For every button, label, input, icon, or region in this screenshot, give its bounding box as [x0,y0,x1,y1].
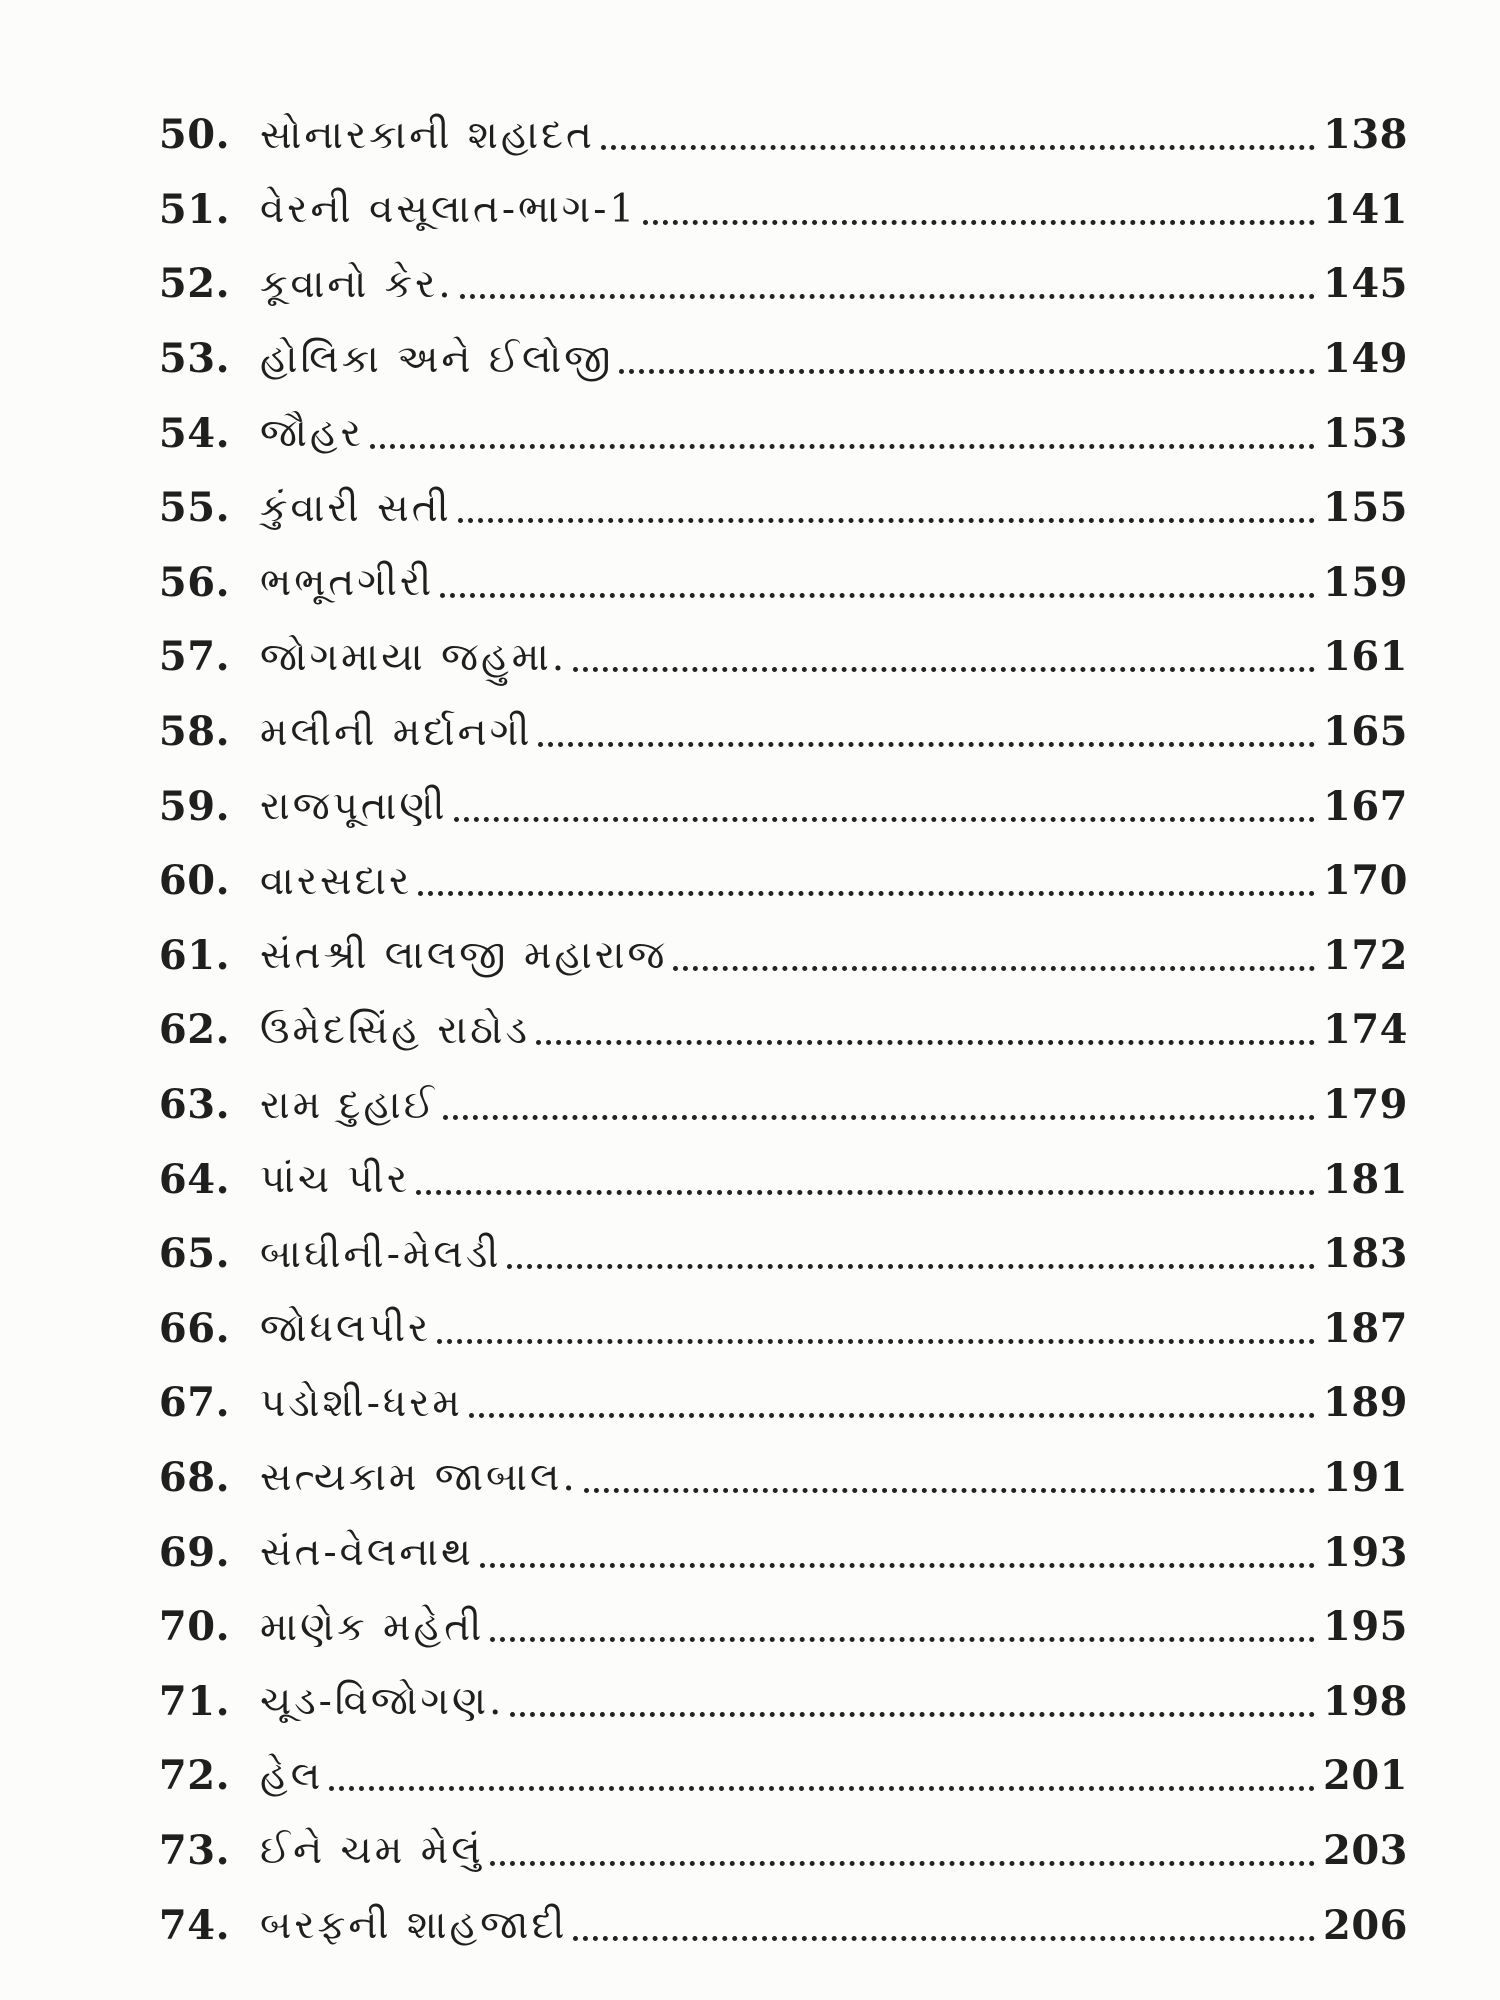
entry-page-number: 165 [1323,708,1408,756]
entry-page-number: 170 [1323,857,1408,905]
entry-page-number: 172 [1323,931,1408,979]
toc-entry [138,1142,1408,1217]
toc-entry [138,1664,1408,1739]
dot-leader [584,1487,1315,1493]
entry-title: વારસદાર [260,858,413,904]
toc-entry [138,1068,1408,1143]
entry-number: 53. [158,335,230,383]
dot-leader [673,965,1315,971]
entry-page-number: 203 [1323,1826,1408,1874]
entry-number: 73. [158,1826,230,1874]
toc-entry [138,1590,1408,1665]
toc-entry [138,620,1408,695]
toc-entry [138,471,1408,546]
entry-page-number: 149 [1323,335,1408,383]
toc-entry [138,1515,1408,1590]
entry-page-number: 167 [1323,782,1408,830]
toc-entry [138,1814,1408,1889]
entry-title: ઈને ચમ મેલું [260,1828,484,1874]
entry-page-number: 141 [1323,185,1408,233]
toc-entry [138,1292,1408,1367]
entry-number: 70. [158,1603,230,1651]
dot-leader [480,1562,1315,1568]
entry-number: 67. [158,1379,230,1427]
entry-number: 51. [158,185,230,233]
dot-leader [418,890,1315,896]
toc-entry [138,695,1408,770]
entry-number: 55. [158,484,230,532]
entry-page-number: 189 [1323,1379,1408,1427]
entry-title: જોધલપીર [260,1306,432,1352]
entry-page-number: 195 [1323,1603,1408,1651]
entry-title: રામ દુહાઈ [260,1082,437,1128]
toc-entry [138,173,1408,248]
entry-number: 54. [158,409,230,457]
entry-title: વેરની વસૂલાત-ભાગ-1 [260,187,638,233]
entry-title: સોનારકાની શહાદત [260,112,595,158]
entry-title: બાઘીની-મેલડી [260,1231,502,1277]
entry-page-number: 206 [1323,1901,1408,1949]
dot-leader [619,368,1315,374]
dot-leader [573,666,1315,672]
dot-leader [416,1189,1315,1195]
toc-entry [138,919,1408,994]
entry-title: સંત-વેલનાથ [260,1530,474,1576]
table-of-contents [138,98,1408,1963]
entry-number: 72. [158,1752,230,1800]
toc-entry [138,322,1408,397]
entry-number: 60. [158,857,230,905]
entry-number: 68. [158,1453,230,1501]
entry-title: પાંચ પીર [260,1157,411,1203]
entry-number: 74. [158,1901,230,1949]
entry-number: 52. [158,260,230,308]
entry-title: કૂવાનો કેર. [260,261,454,307]
entry-number: 62. [158,1006,230,1054]
entry-title: હોલિકા અને ઈલોજી [260,336,614,382]
entry-number: 50. [158,111,230,159]
dot-leader [490,1636,1315,1642]
entry-title: બરફની શાહજાદી [260,1903,568,1949]
dot-leader [370,443,1315,449]
entry-page-number: 181 [1323,1155,1408,1203]
entry-title: કુંવારી સતી [260,485,452,531]
dot-leader [573,1935,1315,1941]
dot-leader [460,293,1315,299]
dot-leader [329,1785,1315,1791]
dot-leader [643,219,1315,225]
dot-leader [458,517,1315,523]
entry-title: માણેક મહેતી [260,1604,485,1650]
entry-number: 58. [158,708,230,756]
entry-title: ચૂડ-વિજોગણ. [260,1679,505,1725]
toc-entry [138,993,1408,1068]
dot-leader [538,741,1315,747]
entry-number: 57. [158,633,230,681]
dot-leader [440,592,1315,598]
dot-leader [443,1114,1315,1120]
entry-title: સત્યકામ જાબાલ. [260,1455,578,1501]
entry-page-number: 155 [1323,484,1408,532]
dot-leader [507,1263,1315,1269]
entry-page-number: 161 [1323,633,1408,681]
entry-title: જૌહર [260,411,364,457]
entry-title: પડોશી-ધરમ [260,1380,463,1426]
entry-number: 64. [158,1155,230,1203]
entry-number: 61. [158,931,230,979]
entry-title: ભભૂતગીરી [260,560,435,606]
toc-entry [138,247,1408,322]
entry-page-number: 187 [1323,1304,1408,1352]
entry-page-number: 201 [1323,1752,1408,1800]
entry-number: 59. [158,782,230,830]
entry-page-number: 179 [1323,1081,1408,1129]
entry-title: રાજપૂતાણી [260,784,448,830]
entry-page-number: 138 [1323,111,1408,159]
toc-entry [138,98,1408,173]
entry-title: હેલ [260,1753,324,1799]
dot-leader [536,1039,1315,1045]
entry-title: મલીની મર્દાનગી [260,709,533,755]
entry-number: 63. [158,1081,230,1129]
entry-page-number: 191 [1323,1453,1408,1501]
toc-entry [138,1366,1408,1441]
dot-leader [490,1860,1315,1866]
entry-number: 71. [158,1677,230,1725]
entry-title: ઉમેદસિંહ રાઠોડ [260,1007,530,1053]
toc-entry [138,1888,1408,1963]
entry-page-number: 198 [1323,1677,1408,1725]
entry-title: જોગમાયા જહુમા. [260,634,568,680]
entry-number: 65. [158,1230,230,1278]
toc-entry [138,1739,1408,1814]
dot-leader [601,144,1315,150]
entry-number: 69. [158,1528,230,1576]
entry-page-number: 153 [1323,409,1408,457]
toc-entry [138,1441,1408,1516]
entry-title: સંતશ્રી લાલજી મહારાજ [260,933,668,979]
entry-page-number: 174 [1323,1006,1408,1054]
entry-page-number: 145 [1323,260,1408,308]
toc-entry [138,844,1408,919]
dot-leader [510,1711,1315,1717]
dot-leader [469,1412,1315,1418]
entry-number: 66. [158,1304,230,1352]
toc-entry [138,396,1408,471]
entry-page-number: 183 [1323,1230,1408,1278]
entry-page-number: 159 [1323,558,1408,606]
toc-entry [138,769,1408,844]
dot-leader [437,1338,1315,1344]
dot-leader [454,816,1316,822]
toc-entry [138,546,1408,621]
entry-page-number: 193 [1323,1528,1408,1576]
toc-entry [138,1217,1408,1292]
entry-number: 56. [158,558,230,606]
